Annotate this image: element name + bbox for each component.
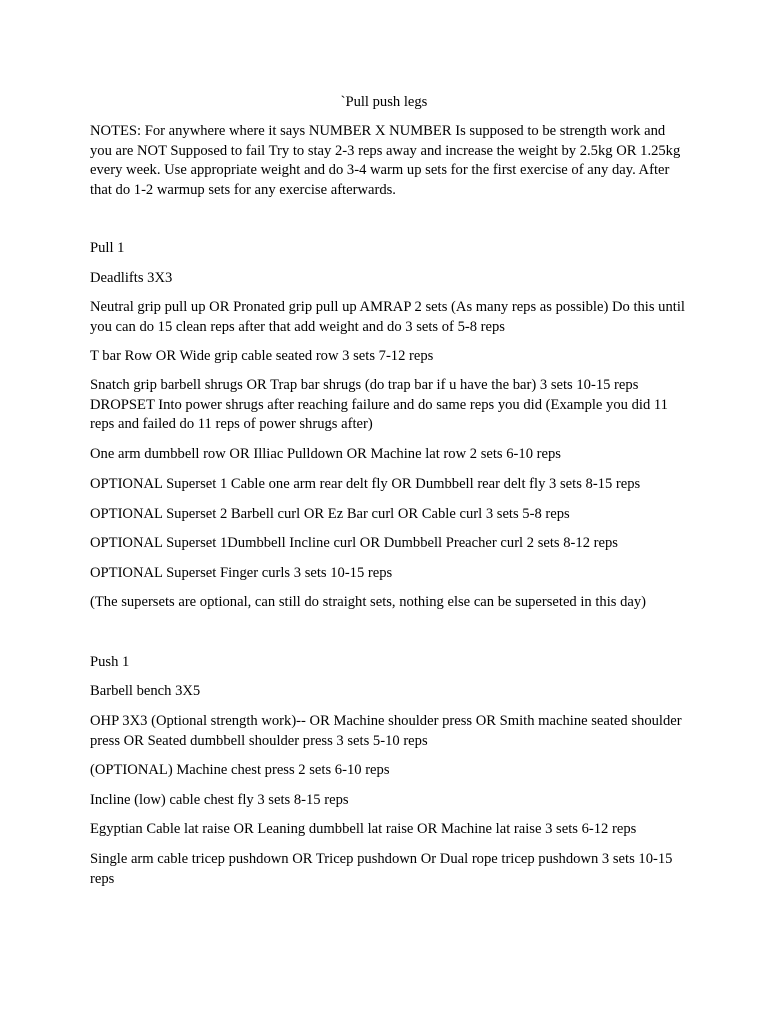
document-title: `Pull push legs [340,94,428,110]
notes-paragraph: NOTES: For anywhere where it says NUMBER X NUMBER Is supposed to be strength work and you are NOT Supposed to fail Try to stay 2-3 reps away and increase the weight by 2.5kg OR 1.25kg every week. Use appropriate weight and do 3-4 warm up sets for the first exercise of any day. After that do 1-2 warmup sets for any exercise afterwards. [90,123,681,198]
push-exercise-1: Barbell bench 3X5 [90,683,201,699]
push-exercise-5: Egyptian Cable lat raise OR Leaning dumbbell lat raise OR Machine lat raise 3 sets 6-12 reps [90,821,637,837]
pull-exercise-1: Deadlifts 3X3 [90,270,173,286]
push-exercise-3: (OPTIONAL) Machine chest press 2 sets 6-10 reps [90,762,390,778]
push-exercise-2: OHP 3X3 (Optional strength work)-- OR Machine shoulder press OR Smith machine seated shoulder press OR Seated dumbbell shoulder press 3 sets 5-10 reps [90,713,682,749]
pull-exercise-4: Snatch grip barbell shrugs OR Trap bar shrugs (do trap bar if u have the bar) 3 sets 10-15 reps DROPSET Into power shrugs after reaching failure and do same reps you did (Example you did 11 reps and failed do 11 reps of power shrugs after) [90,377,668,433]
pull-superset-note: (The supersets are optional, can still do straight sets, nothing else can be superseted in this day) [90,594,647,610]
pull-exercise-7: OPTIONAL Superset 2 Barbell curl OR Ez Bar curl OR Cable curl 3 sets 5-8 reps [90,506,570,522]
pull-exercise-5: One arm dumbbell row OR Illiac Pulldown OR Machine lat row 2 sets 6-10 reps [90,446,561,462]
pull-exercise-8: OPTIONAL Superset 1Dumbbell Incline curl OR Dumbbell Preacher curl 2 sets 8-12 reps [90,535,618,551]
pull-exercise-9: OPTIONAL Superset Finger curls 3 sets 10-15 reps [90,565,393,581]
pull-exercise-3: T bar Row OR Wide grip cable seated row 3 sets 7-12 reps [90,348,434,364]
push-exercise-4: Incline (low) cable chest fly 3 sets 8-15 reps [90,792,349,808]
push-heading: Push 1 [90,654,130,670]
push-exercise-6: Single arm cable tricep pushdown OR Tricep pushdown Or Dual rope tricep pushdown 3 sets 10-15 reps [90,851,673,887]
pull-exercise-6: OPTIONAL Superset 1 Cable one arm rear delt fly OR Dumbbell rear delt fly 3 sets 8-15 reps [90,476,641,492]
pull-exercise-2: Neutral grip pull up OR Pronated grip pull up AMRAP 2 sets (As many reps as possible) Do this until you can do 15 clean reps after that add weight and do 3 sets of 5-8 reps [90,299,685,335]
pull-heading: Pull 1 [90,240,125,256]
